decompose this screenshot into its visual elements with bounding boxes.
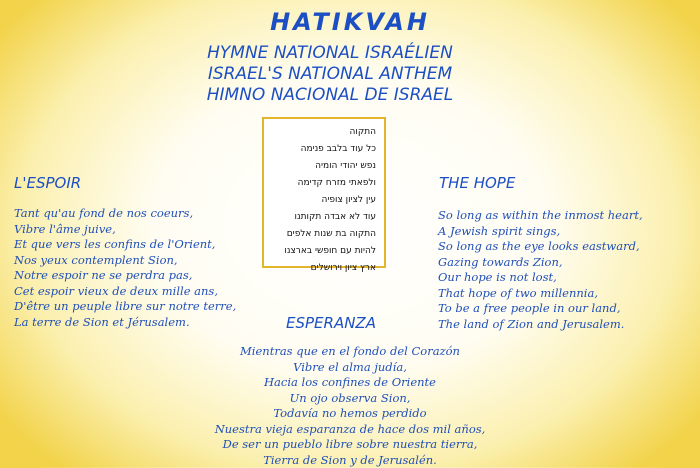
spanish-line: Un ojo observa Sion, xyxy=(150,391,550,407)
spanish-line: De ser un pueblo libre sobre nuestra tierra, xyxy=(150,437,550,453)
english-line: A Jewish spirit sings, xyxy=(438,224,643,240)
french-line: Notre espoir ne se perdra pas, xyxy=(14,268,236,284)
hebrew-line: עוד לא אבדה תקותנו xyxy=(270,209,376,226)
subtitle-french: HYMNE NATIONAL ISRAÉLIEN xyxy=(0,43,660,64)
hebrew-line: ולפאתי מזרח קדימה xyxy=(270,175,376,192)
spanish-line: Tierra de Sion y de Jerusalén. xyxy=(150,453,550,468)
subtitle-english: ISRAEL'S NATIONAL ANTHEM xyxy=(0,64,660,85)
anthem-title: HATIKVAH xyxy=(0,8,700,36)
hebrew-line: התקוה xyxy=(270,124,376,141)
spanish-lyrics xyxy=(150,344,550,468)
spanish-section-title: ESPERANZA xyxy=(286,314,376,332)
french-line: Et que vers les confins de l'Orient, xyxy=(14,237,236,253)
english-line: The land of Zion and Jerusalem. xyxy=(438,317,643,333)
spanish-line: Nuestra vieja esparanza de hace dos mil años, xyxy=(150,422,550,438)
french-line: Cet espoir vieux de deux mille ans, xyxy=(14,284,236,300)
french-line: La terre de Sion et Jérusalem. xyxy=(14,315,236,331)
french-line: D'être un peuple libre sur notre terre, xyxy=(14,299,236,315)
hebrew-line: התקוה בת שנות אלפים xyxy=(270,226,376,243)
spanish-line: Todavía no hemos perdido xyxy=(150,406,550,422)
spanish-line: Hacia los confines de Oriente xyxy=(150,375,550,391)
hebrew-line: ארץ ציון וירושלים xyxy=(270,260,376,277)
hebrew-line: עין לציון צופיה xyxy=(270,192,376,209)
english-section-title: THE HOPE xyxy=(439,174,515,192)
french-section-title: L'ESPOIR xyxy=(14,174,81,192)
french-lyrics xyxy=(14,206,236,330)
english-lyrics xyxy=(438,208,643,332)
english-line: That hope of two millennia, xyxy=(438,286,643,302)
english-line: Our hope is not lost, xyxy=(438,270,643,286)
french-line: Vibre l'âme juive, xyxy=(14,222,236,238)
french-line: Nos yeux contemplent Sion, xyxy=(14,253,236,269)
english-line: So long as the eye looks eastward, xyxy=(438,239,643,255)
hebrew-lyrics-box xyxy=(262,117,386,268)
spanish-line: Mientras que en el fondo del Corazón xyxy=(150,344,550,360)
subtitle-block xyxy=(0,43,660,106)
english-line: So long as within the inmost heart, xyxy=(438,208,643,224)
hebrew-line: כל עוד בלבב פנימה xyxy=(270,141,376,158)
spanish-line: Vibre el alma judía, xyxy=(150,360,550,376)
hebrew-line: נפש יהודי הומיה xyxy=(270,158,376,175)
english-line: To be a free people in our land, xyxy=(438,301,643,317)
english-line: Gazing towards Zion, xyxy=(438,255,643,271)
subtitle-spanish: HIMNO NACIONAL DE ISRAEL xyxy=(0,85,660,106)
hebrew-line: להיות עם חופשי בארצנו xyxy=(270,243,376,260)
french-line: Tant qu'au fond de nos coeurs, xyxy=(14,206,236,222)
